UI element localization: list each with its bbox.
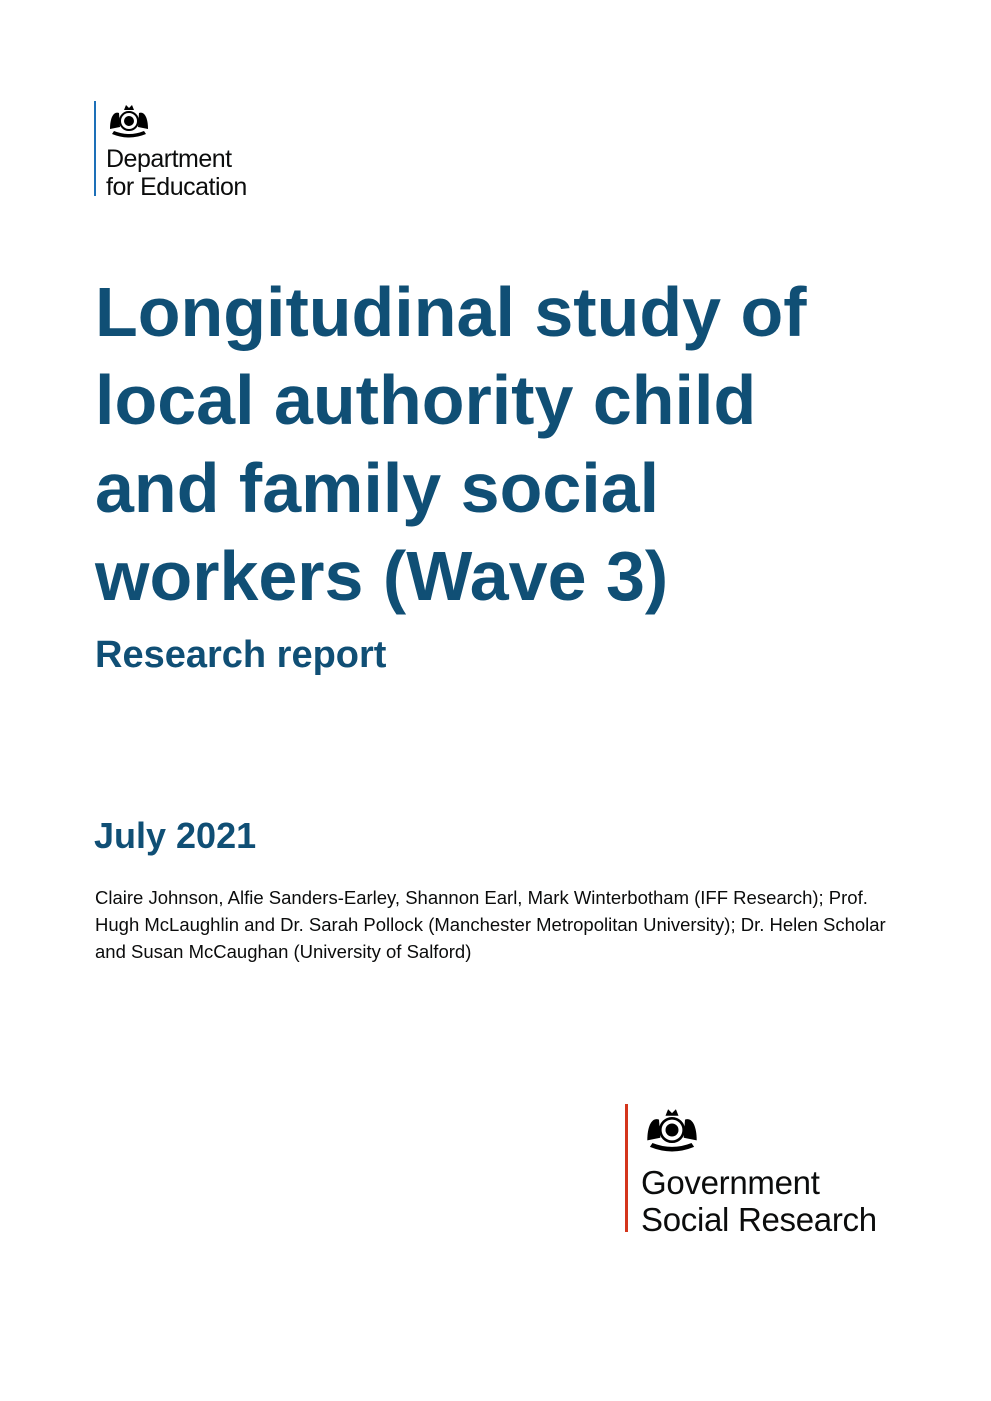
authors: Claire Johnson, Alfie Sanders-Earley, Shannon Earl, Mark Winterbotham (IFF Research); Prof. Hugh McLaughlin and Dr. Sarah Pollock (Manchester Metropolitan University); Dr. Helen Scholar and Susan McCaughan (University of Salford) bbox=[95, 887, 886, 962]
title-line: local authority child bbox=[95, 361, 757, 439]
dfe-logo-line2: for Education bbox=[106, 173, 247, 201]
gsr-logo-line1: Government bbox=[641, 1164, 820, 1201]
title-line: workers (Wave 3) bbox=[95, 537, 669, 615]
title-line: and family social bbox=[95, 449, 660, 527]
royal-coat-of-arms-icon bbox=[641, 1104, 703, 1156]
report-title bbox=[95, 268, 955, 620]
title-line: Longitudinal study of bbox=[95, 273, 807, 351]
report-subtitle: Research report bbox=[95, 634, 387, 676]
publication-date: July 2021 bbox=[94, 815, 257, 856]
gsr-logo-line2: Social Research bbox=[641, 1201, 877, 1238]
dfe-logo bbox=[94, 101, 247, 201]
royal-coat-of-arms-icon bbox=[106, 101, 152, 141]
dfe-logo-line1: Department bbox=[106, 145, 232, 173]
gsr-logo bbox=[625, 1104, 877, 1238]
